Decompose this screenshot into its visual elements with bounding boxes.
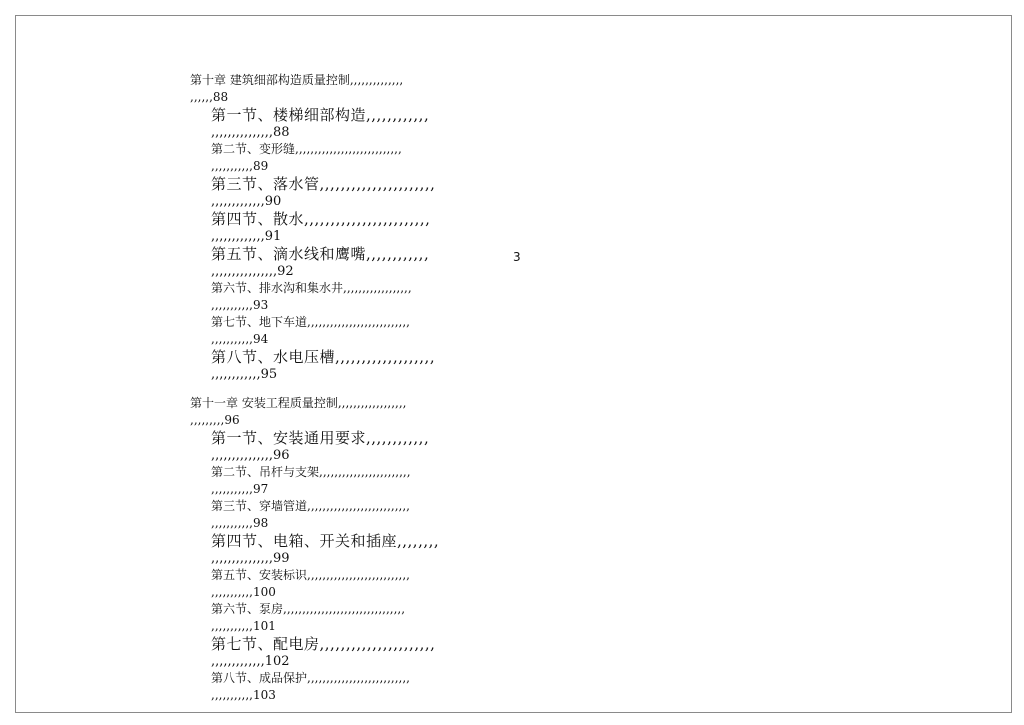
toc-section-title: 第七节、地下车道,,,,,,,,,,,,,,,,,,,,,,,,,,,: [211, 315, 410, 329]
toc-section-title: 第八节、成品保护,,,,,,,,,,,,,,,,,,,,,,,,,,,: [211, 671, 410, 685]
toc-section[interactable]: [211, 601, 480, 635]
toc-chapter-page: ,,,,,,88: [190, 90, 229, 104]
toc-section[interactable]: [211, 567, 480, 601]
toc-chapter-10[interactable]: [190, 72, 480, 106]
toc-section[interactable]: [211, 464, 480, 498]
page-number: 3: [513, 250, 521, 264]
toc-section-title: 第七节、配电房,,,,,,,,,,,,,,,,,,,,,,: [211, 635, 436, 653]
toc-section-title: 第四节、散水,,,,,,,,,,,,,,,,,,,,,,,,: [211, 210, 431, 228]
toc-chapter-title: 第十一章 安装工程质量控制,,,,,,,,,,,,,,,,,,: [190, 396, 407, 410]
toc-section[interactable]: [211, 429, 480, 464]
toc-section-page: ,,,,,,,,,,,98: [211, 516, 269, 530]
toc-section[interactable]: [211, 498, 480, 532]
toc-section-page: ,,,,,,,,,,,,,,,88: [211, 125, 290, 140]
toc-chapter-11[interactable]: [190, 395, 480, 429]
toc-section-title: 第二节、吊杆与支架,,,,,,,,,,,,,,,,,,,,,,,,: [211, 465, 411, 479]
toc-section-page: ,,,,,,,,,,,,,102: [211, 654, 290, 669]
toc-section-title: 第五节、安装标识,,,,,,,,,,,,,,,,,,,,,,,,,,,: [211, 568, 410, 582]
toc-section[interactable]: [211, 106, 480, 141]
chapter-spacer: [190, 383, 480, 395]
toc-section[interactable]: [211, 314, 480, 348]
document-page: [15, 15, 1012, 713]
toc-section-page: ,,,,,,,,,,,94: [211, 332, 269, 346]
toc-section-title: 第三节、穿墙管道,,,,,,,,,,,,,,,,,,,,,,,,,,,: [211, 499, 410, 513]
toc-chapter-title: 第十章 建筑细部构造质量控制,,,,,,,,,,,,,,: [190, 73, 404, 87]
toc-section-title: 第八节、水电压槽,,,,,,,,,,,,,,,,,,,: [211, 348, 436, 366]
toc-section-page: ,,,,,,,,,,,,,,,96: [211, 448, 290, 463]
toc-section[interactable]: [211, 210, 480, 245]
toc-section-title: 第一节、安装通用要求,,,,,,,,,,,,: [211, 429, 430, 447]
toc-section-title: 第四节、电箱、开关和插座,,,,,,,,: [211, 532, 440, 550]
toc-section[interactable]: [211, 348, 480, 383]
toc-section-title: 第五节、滴水线和鹰嘴,,,,,,,,,,,,: [211, 245, 430, 263]
toc-section[interactable]: [211, 175, 480, 210]
toc-section-title: 第一节、楼梯细部构造,,,,,,,,,,,,: [211, 106, 430, 124]
toc-section-page: ,,,,,,,,,,,93: [211, 298, 269, 312]
toc-section[interactable]: [211, 635, 480, 670]
toc-section-page: ,,,,,,,,,,,,,91: [211, 229, 282, 244]
toc-section-title: 第二节、变形缝,,,,,,,,,,,,,,,,,,,,,,,,,,,,: [211, 142, 402, 156]
toc-section-page: ,,,,,,,,,,,89: [211, 159, 269, 173]
toc-section-page: ,,,,,,,,,,,103: [211, 688, 276, 702]
table-of-contents: [190, 72, 480, 704]
toc-section[interactable]: [211, 245, 480, 280]
toc-section[interactable]: [211, 141, 480, 175]
toc-section[interactable]: [211, 280, 480, 314]
toc-section-page: ,,,,,,,,,,,,,90: [211, 194, 282, 209]
toc-section-page: ,,,,,,,,,,,,,,,,92: [211, 264, 294, 279]
toc-section[interactable]: [211, 670, 480, 704]
toc-section[interactable]: [211, 532, 480, 567]
toc-section-page: ,,,,,,,,,,,,95: [211, 367, 278, 382]
toc-section-title: 第六节、排水沟和集水井,,,,,,,,,,,,,,,,,,: [211, 281, 412, 295]
toc-section-page: ,,,,,,,,,,,,,,,99: [211, 551, 290, 566]
toc-section-title: 第三节、落水管,,,,,,,,,,,,,,,,,,,,,,: [211, 175, 436, 193]
toc-section-page: ,,,,,,,,,,,100: [211, 585, 276, 599]
toc-section-page: ,,,,,,,,,,,101: [211, 619, 276, 633]
toc-section-title: 第六节、泵房,,,,,,,,,,,,,,,,,,,,,,,,,,,,,,,,: [211, 602, 406, 616]
toc-chapter-page: ,,,,,,,,,96: [190, 413, 240, 427]
toc-section-page: ,,,,,,,,,,,97: [211, 482, 269, 496]
